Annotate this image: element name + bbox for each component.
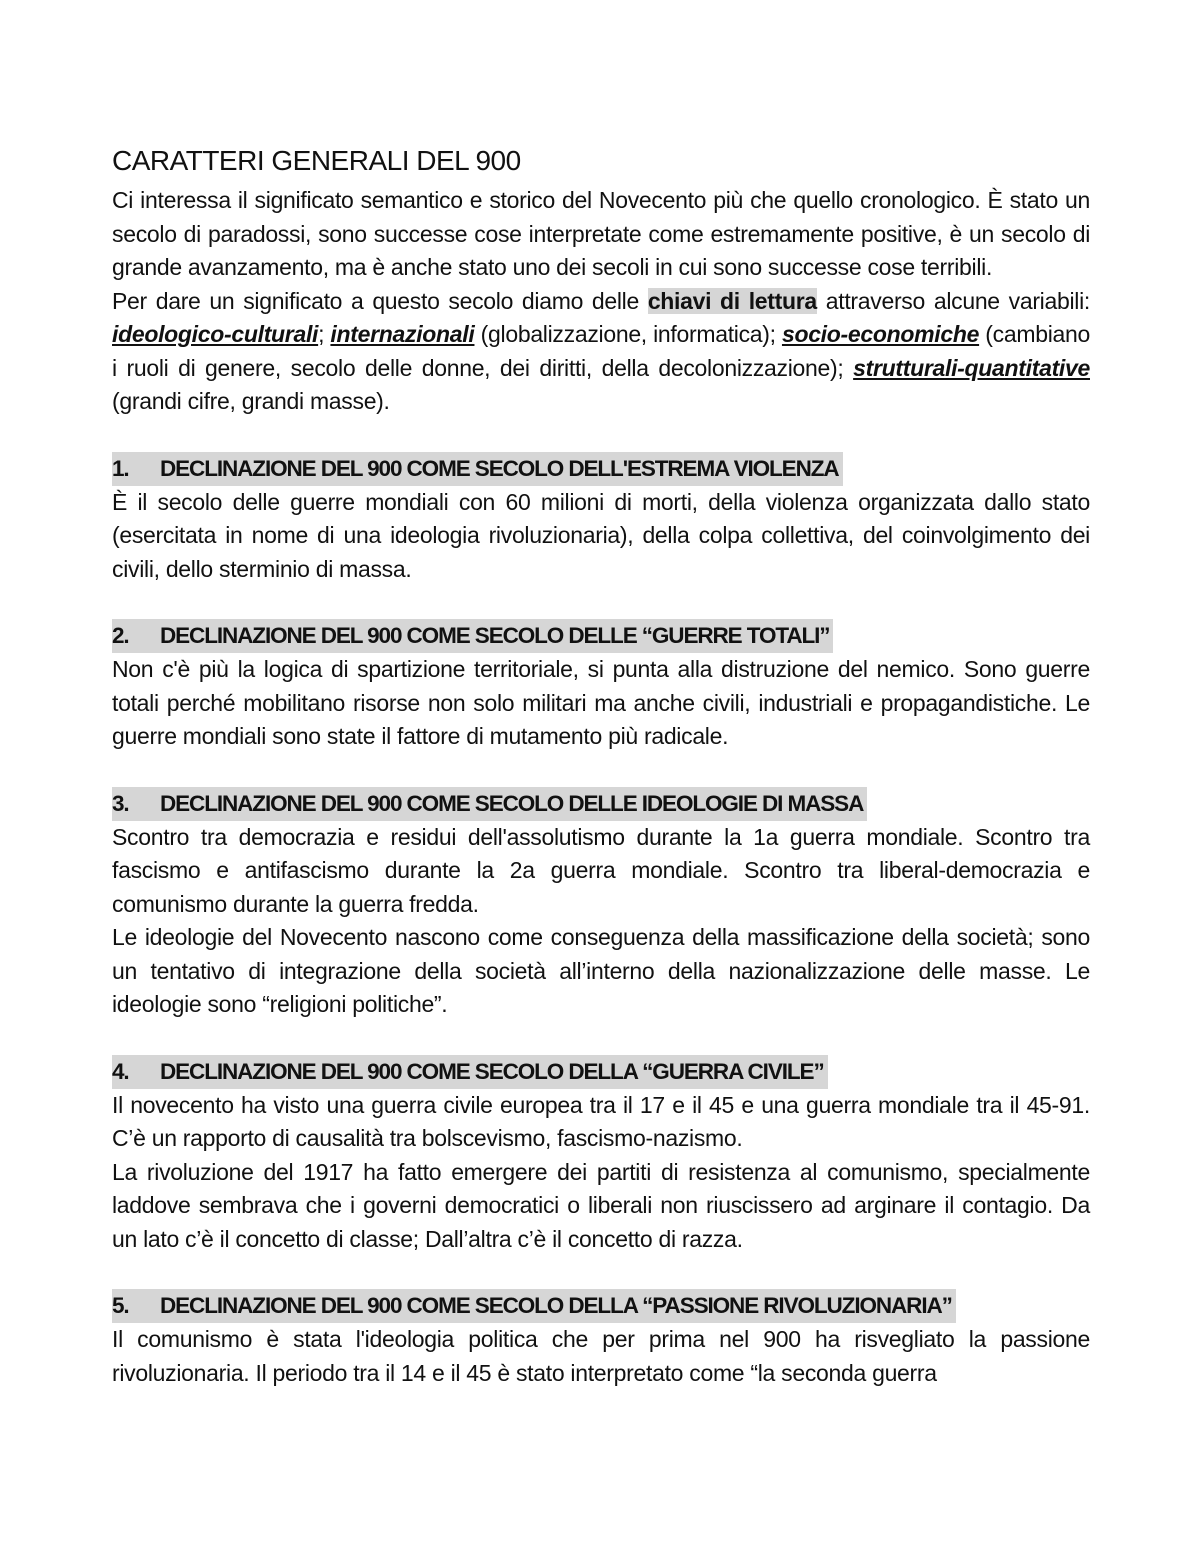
section-3 (112, 787, 1090, 1022)
section-paragraph: La rivoluzione del 1917 ha fatto emergere dei partiti di resistenza al comunismo, specialmente laddove sembrava che i governi democratici o liberali non riuscissero ad arginare il contagio. Da un lato c’è il concetto di classe; Dall’altra c’è il concetto di razza. (112, 1158, 1090, 1252)
section-paragraph: Scontro tra democrazia e residui dell'assolutismo durante la 1a guerra mondiale. Scontro tra fascismo e antifascismo durante la 2a guerra mondiale. Scontro tra liberal-democrazia e comunismo durante la guerra fredda. (112, 823, 1090, 917)
section-number: 5. (112, 1293, 129, 1318)
section-paragraph: È il secolo delle guerre mondiali con 60 milioni di morti, della violenza organizzata dallo stato (esercitata in nome di una ideologia rivoluzionaria), della colpa collettiva, del coinvolgimento dei civili, dello sterminio di massa. (112, 488, 1090, 582)
section-title: DECLINAZIONE DEL 900 COME SECOLO DELLA “GUERRA CIVILE” (160, 1058, 824, 1084)
keyword-ideologico-culturali: ideologico-culturali (112, 321, 319, 347)
section-number: 4. (112, 1058, 129, 1084)
intro-keys-paragraph (112, 285, 1090, 419)
section-heading (112, 787, 867, 821)
section-title: DECLINAZIONE DEL 900 COME SECOLO DELL'ESTREMA VIOLENZA (160, 455, 839, 481)
section-heading (112, 1055, 828, 1089)
section-paragraph: Il novecento ha visto una guerra civile europea tra il 17 e il 45 e una guerra mondiale tra il 45-91. C’è un rapporto di causalità tra bolscevismo, fascismo-nazismo. (112, 1091, 1090, 1151)
section-5 (112, 1289, 1090, 1390)
intro-text-a: Per dare un significato a questo secolo diamo delle (112, 287, 648, 314)
section-title: DECLINAZIONE DEL 900 COME SECOLO DELLE IDEOLOGIE DI MASSA (160, 790, 864, 816)
section-number: 1. (112, 455, 129, 481)
section-number: 2. (112, 623, 129, 648)
intro-paragraph: Ci interessa il significato semantico e storico del Novecento più che quello cronologico. È stato un secolo di paradossi, sono successe cose interpretate come estremamente positive, è un secolo di grande avanzamento, ma è anche stato uno dei secoli in cui sono successe cose terribili. (112, 187, 1090, 280)
intro-text-b: attraverso alcune variabili: (816, 287, 1090, 314)
document-page (112, 140, 1090, 1390)
keyword-socio-economiche: socio-economiche (781, 321, 980, 347)
section-number: 3. (112, 790, 129, 816)
section-4 (112, 1055, 1090, 1257)
intro-text-f: (grandi cifre, grandi masse). (112, 388, 390, 414)
section-paragraph: Le ideologie del Novecento nascono come conseguenza della massificazione della società; sono un tentativo di integrazione della società all’interno della nazionalizzazione delle masse. Le ideologie sono “religioni politiche”. (112, 924, 1090, 1017)
intro-text-e: (cambiano i ruoli di genere, secolo delle donne, dei diritti, della decolonizzazione); (112, 321, 1090, 381)
intro-text-c: ; (318, 321, 331, 347)
section-paragraph: Il comunismo è stata l'ideologia politica che per prima nel 900 ha risvegliato la passione rivoluzionaria. Il periodo tra il 14 e il 45 è stato interpretato come “la seconda guerra (112, 1326, 1090, 1386)
section-title: DECLINAZIONE DEL 900 COME SECOLO DELLE “GUERRE TOTALI” (160, 623, 830, 648)
section-heading (112, 452, 843, 486)
section-1 (112, 452, 1090, 587)
keyword-strutturali-quantitative: strutturali-quantitative (853, 354, 1090, 381)
section-paragraph: Non c'è più la logica di spartizione territoriale, si punta alla distruzione del nemico. Sono guerre totali perché mobilitano risorse non solo militari ma anche civili, industriali e propagandistiche. Le guerre mondiali sono state il fattore di mutamento più radicale. (112, 656, 1090, 749)
section-heading (112, 1289, 956, 1323)
section-title: DECLINAZIONE DEL 900 COME SECOLO DELLA “PASSIONE RIVOLUZIONARIA” (160, 1293, 952, 1318)
highlight-chiavi-di-lettura: chiavi di lettura (647, 287, 817, 314)
intro-text-d: (globalizzazione, informatica); (474, 321, 782, 347)
section-2 (112, 619, 1090, 754)
document-title: CARATTERI GENERALI DEL 900 (112, 145, 521, 176)
section-heading (112, 619, 833, 653)
keyword-internazionali: internazionali (330, 321, 475, 347)
